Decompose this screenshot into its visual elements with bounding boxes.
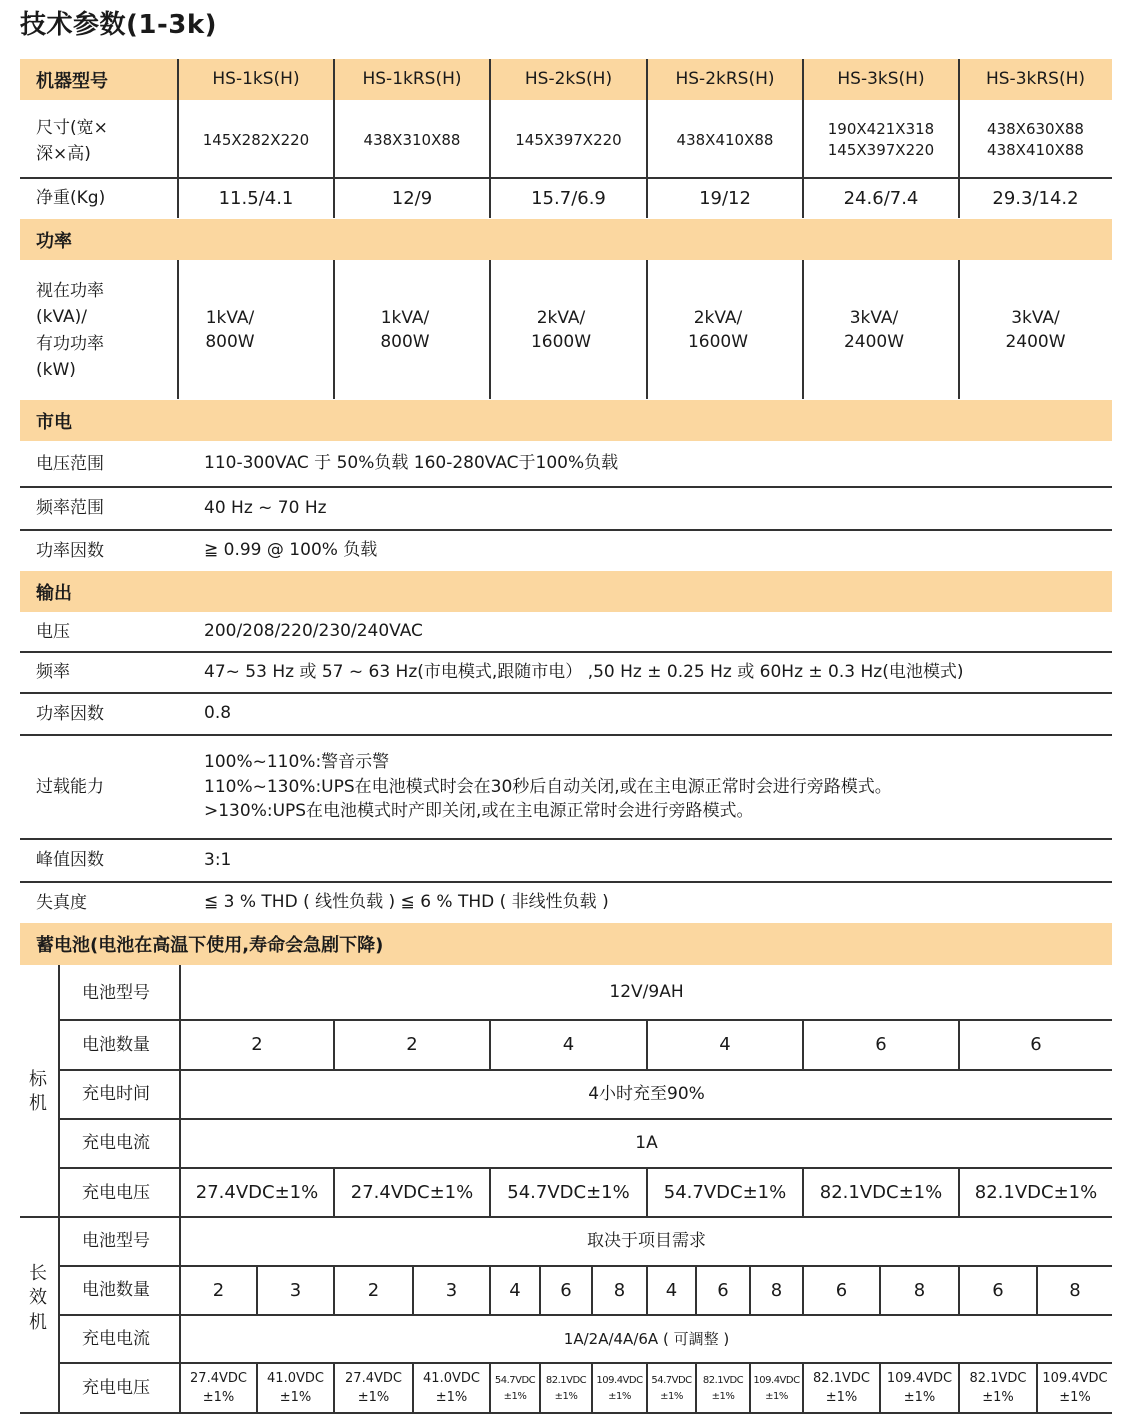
std-battery-count: 6	[875, 1034, 887, 1056]
long-battery-type-value: 取决于项目需求	[587, 1230, 706, 1251]
column-divider	[646, 59, 648, 218]
long-battery-count: 6	[835, 1279, 848, 1301]
column-divider	[802, 1364, 804, 1413]
dimension-value: 145X397X220	[515, 130, 622, 149]
std-charge-current-value: 1A	[635, 1132, 658, 1153]
column-divider	[958, 1169, 960, 1217]
battery-section-title: 蓄电池(电池在高温下使用,寿命会急剧下降)	[36, 935, 384, 956]
column-divider	[646, 1364, 648, 1413]
row-divider	[20, 692, 1112, 694]
column-divider	[958, 1021, 960, 1069]
long-battery-count: 3	[289, 1279, 302, 1301]
std-battery-type-value: 12V/9AH	[609, 982, 684, 1003]
net-weight-value: 11.5/4.1	[218, 187, 294, 209]
dimension-value: 438X310X88	[363, 130, 461, 149]
model-name: HS-2kRS(H)	[675, 68, 775, 89]
std-battery-count: 2	[251, 1034, 263, 1056]
column-divider	[489, 59, 491, 218]
column-divider	[489, 1364, 491, 1413]
column-divider	[489, 1169, 491, 1217]
long-battery-count: 2	[367, 1279, 380, 1301]
model-name: HS-2kS(H)	[524, 68, 613, 89]
column-divider	[333, 1169, 335, 1217]
group-divider	[58, 965, 60, 1217]
dimension-value: 190X421X318 145X397X220	[827, 120, 935, 159]
long-charge-voltage: 54.7VDC ±1%	[651, 1374, 692, 1402]
std-charge-voltage: 82.1VDC±1%	[974, 1182, 1098, 1204]
std-charge-current-label: 充电电流	[82, 1133, 150, 1154]
long-battery-count: 4	[509, 1279, 521, 1301]
long-battery-count: 8	[1069, 1279, 1081, 1301]
output-power-factor-value: 0.8	[204, 703, 232, 724]
column-divider	[879, 1267, 881, 1314]
std-battery-count-label: 电池数量	[82, 1034, 150, 1055]
output-frequency-label: 频率	[36, 662, 70, 683]
standard-machine-label: 标 机	[29, 1069, 47, 1115]
column-divider	[802, 1021, 804, 1069]
mains-section-header	[20, 400, 1112, 441]
std-charge-voltage: 54.7VDC±1%	[507, 1182, 630, 1204]
column-divider	[591, 1364, 593, 1413]
long-charge-voltage: 41.0VDC ±1%	[267, 1370, 324, 1405]
column-divider	[591, 1267, 593, 1314]
mains-frequency-value: 40 Hz ~ 70 Hz	[204, 497, 327, 518]
column-divider	[958, 260, 960, 399]
long-charge-voltage: 41.0VDC ±1%	[423, 1370, 480, 1405]
column-divider	[749, 1364, 751, 1413]
model-name: HS-1kS(H)	[212, 68, 300, 89]
long-charge-voltage: 82.1VDC ±1%	[813, 1370, 870, 1405]
column-divider	[646, 1267, 648, 1314]
long-run-machine-label: 长 效 机	[29, 1263, 47, 1333]
std-battery-count: 4	[719, 1034, 731, 1056]
column-divider	[646, 260, 648, 399]
column-divider	[539, 1364, 541, 1413]
column-divider	[177, 260, 179, 399]
column-divider	[489, 1267, 491, 1314]
long-battery-count: 8	[913, 1279, 926, 1301]
long-charge-voltage: 109.4VDC ±1%	[596, 1374, 643, 1402]
mains-frequency-label: 频率范围	[36, 498, 104, 519]
column-divider	[333, 260, 335, 399]
long-charge-current-value: 1A/2A/4A/6A ( 可調整 )	[563, 1329, 730, 1348]
column-divider	[489, 1021, 491, 1069]
dimensions-label: 尺寸(宽× 深×高)	[36, 117, 108, 164]
row-divider	[20, 838, 1112, 840]
long-charge-current-label: 充电电流	[82, 1328, 150, 1349]
std-charge-voltage: 27.4VDC±1%	[195, 1182, 319, 1204]
power-section-title: 功率	[36, 230, 72, 252]
net-weight-value: 24.6/7.4	[843, 187, 919, 209]
mains-power-factor-label: 功率因数	[36, 540, 104, 561]
output-section-header	[20, 571, 1112, 612]
overload-value: 100%~110%:警音示警 110%~130%:UPS在电池模式时会在30秒后自动关闭,或在主电源正常时会进行旁路模式。 >130%:UPS在电池模式时产即关闭,或在主电源正常时会进行旁路模式。	[204, 752, 892, 822]
column-divider	[958, 1267, 960, 1314]
long-battery-count: 6	[717, 1279, 729, 1301]
long-charge-voltage: 27.4VDC ±1%	[190, 1370, 247, 1405]
column-divider	[958, 59, 960, 218]
long-charge-voltage: 54.7VDC ±1%	[494, 1374, 536, 1402]
power-section-header	[20, 219, 1112, 260]
long-charge-voltage-label: 充电电压	[82, 1378, 150, 1399]
power-value: 1kVA/ 800W	[380, 307, 430, 352]
long-battery-count: 2	[212, 1279, 225, 1301]
net-weight-value: 12/9	[391, 187, 433, 209]
long-charge-voltage: 109.4VDC ±1%	[886, 1370, 953, 1405]
column-divider	[749, 1267, 751, 1314]
power-value: 1kVA/ 800W	[205, 307, 255, 352]
column-divider	[695, 1267, 697, 1314]
long-charge-voltage: 82.1VDC ±1%	[702, 1374, 744, 1402]
column-divider	[333, 1364, 335, 1413]
row-divider	[20, 529, 1112, 531]
crest-factor-value: 3:1	[204, 849, 232, 870]
row-divider	[20, 486, 1112, 488]
long-battery-count: 3	[445, 1279, 458, 1301]
std-charge-voltage: 82.1VDC±1%	[819, 1182, 943, 1204]
output-voltage-label: 电压	[36, 621, 70, 642]
long-battery-type-label: 电池型号	[82, 1231, 150, 1252]
long-battery-count: 6	[560, 1279, 572, 1301]
model-name: HS-3kS(H)	[837, 68, 925, 89]
power-value: 3kVA/ 2400W	[1005, 307, 1066, 352]
column-divider	[802, 59, 804, 218]
column-divider	[333, 1267, 335, 1314]
long-battery-count: 8	[770, 1279, 783, 1301]
battery-section-header	[20, 923, 1112, 965]
column-divider	[539, 1267, 541, 1314]
long-charge-voltage: 109.4VDC ±1%	[1042, 1370, 1108, 1405]
column-divider	[412, 1267, 414, 1314]
long-battery-count: 8	[613, 1279, 626, 1301]
crest-factor-label: 峰值因数	[36, 850, 104, 871]
column-divider	[412, 1364, 414, 1413]
column-divider	[333, 1021, 335, 1069]
column-divider	[958, 1364, 960, 1413]
std-charge-time-value: 4小时充至90%	[588, 1083, 705, 1104]
distortion-label: 失真度	[36, 892, 87, 913]
mains-voltage-value: 110-300VAC 于 50%负载 160-280VAC于100%负载	[204, 453, 619, 474]
models-label: 机器型号	[36, 70, 108, 92]
std-charge-voltage: 54.7VDC±1%	[663, 1182, 787, 1204]
column-divider	[256, 1267, 258, 1314]
column-divider	[1036, 1364, 1038, 1413]
power-label: 视在功率 (kVA)/ 有功功率 (kW)	[36, 280, 104, 380]
dimension-value: 438X410X88	[676, 130, 774, 149]
power-value: 2kVA/ 1600W	[687, 307, 749, 352]
column-divider	[256, 1364, 258, 1413]
column-divider	[646, 1021, 648, 1069]
long-battery-count: 4	[665, 1279, 678, 1301]
column-divider	[695, 1364, 697, 1413]
table-bottom-border	[20, 1412, 1112, 1414]
power-value: 3kVA/ 2400W	[843, 307, 905, 352]
dimension-value: 438X630X88 438X410X88	[987, 120, 1084, 159]
model-name: HS-3kRS(H)	[985, 68, 1086, 89]
column-divider	[646, 1169, 648, 1217]
column-divider	[333, 59, 335, 218]
column-divider	[802, 260, 804, 399]
column-divider	[177, 59, 179, 218]
column-divider	[489, 260, 491, 399]
net-weight-value: 19/12	[699, 187, 751, 209]
std-charge-voltage: 27.4VDC±1%	[350, 1182, 474, 1204]
output-voltage-value: 200/208/220/230/240VAC	[204, 621, 423, 642]
net-weight-value: 15.7/6.9	[531, 187, 606, 209]
std-charge-time-label: 充电时间	[82, 1084, 150, 1105]
column-divider	[802, 1169, 804, 1217]
column-divider	[802, 1267, 804, 1314]
power-value: 2kVA/ 1600W	[530, 307, 592, 352]
output-section-title: 输出	[36, 582, 72, 604]
std-charge-voltage-label: 充电电压	[82, 1182, 150, 1203]
mains-section-title: 市电	[36, 411, 72, 433]
std-battery-count: 4	[562, 1034, 575, 1056]
long-charge-voltage: 27.4VDC ±1%	[345, 1370, 402, 1405]
long-charge-voltage: 82.1VDC ±1%	[969, 1370, 1027, 1405]
mains-power-factor-value: ≧ 0.99 @ 100% 负载	[204, 540, 378, 561]
column-divider	[879, 1364, 881, 1413]
long-charge-voltage: 109.4VDC ±1%	[753, 1374, 800, 1402]
model-name: HS-1kRS(H)	[362, 68, 462, 89]
dimension-value: 145X282X220	[202, 130, 310, 149]
mains-voltage-label: 电压范围	[36, 453, 104, 474]
distortion-value: ≦ 3 % THD ( 线性负载 ) ≦ 6 % THD ( 非线性负载 )	[204, 892, 609, 913]
long-battery-count: 6	[992, 1279, 1004, 1301]
overload-label: 过载能力	[36, 776, 104, 797]
long-charge-voltage: 82.1VDC ±1%	[545, 1374, 587, 1402]
net-weight-value: 29.3/14.2	[992, 187, 1079, 209]
long-battery-count-label: 电池数量	[82, 1280, 150, 1301]
output-frequency-value: 47~ 53 Hz 或 57 ~ 63 Hz(市电模式,跟随市电） ,50 Hz ± 0.25 Hz 或 60Hz ± 0.3 Hz(电池模式)	[204, 661, 964, 682]
column-divider	[1036, 1267, 1038, 1314]
std-battery-type-label: 电池型号	[82, 982, 150, 1003]
net-weight-label: 净重(Kg)	[36, 188, 106, 209]
std-battery-count: 6	[1030, 1034, 1042, 1056]
page-title: 技术参数(1-3k)	[20, 10, 218, 40]
std-battery-count: 2	[406, 1034, 418, 1056]
output-power-factor-label: 功率因数	[36, 703, 104, 724]
